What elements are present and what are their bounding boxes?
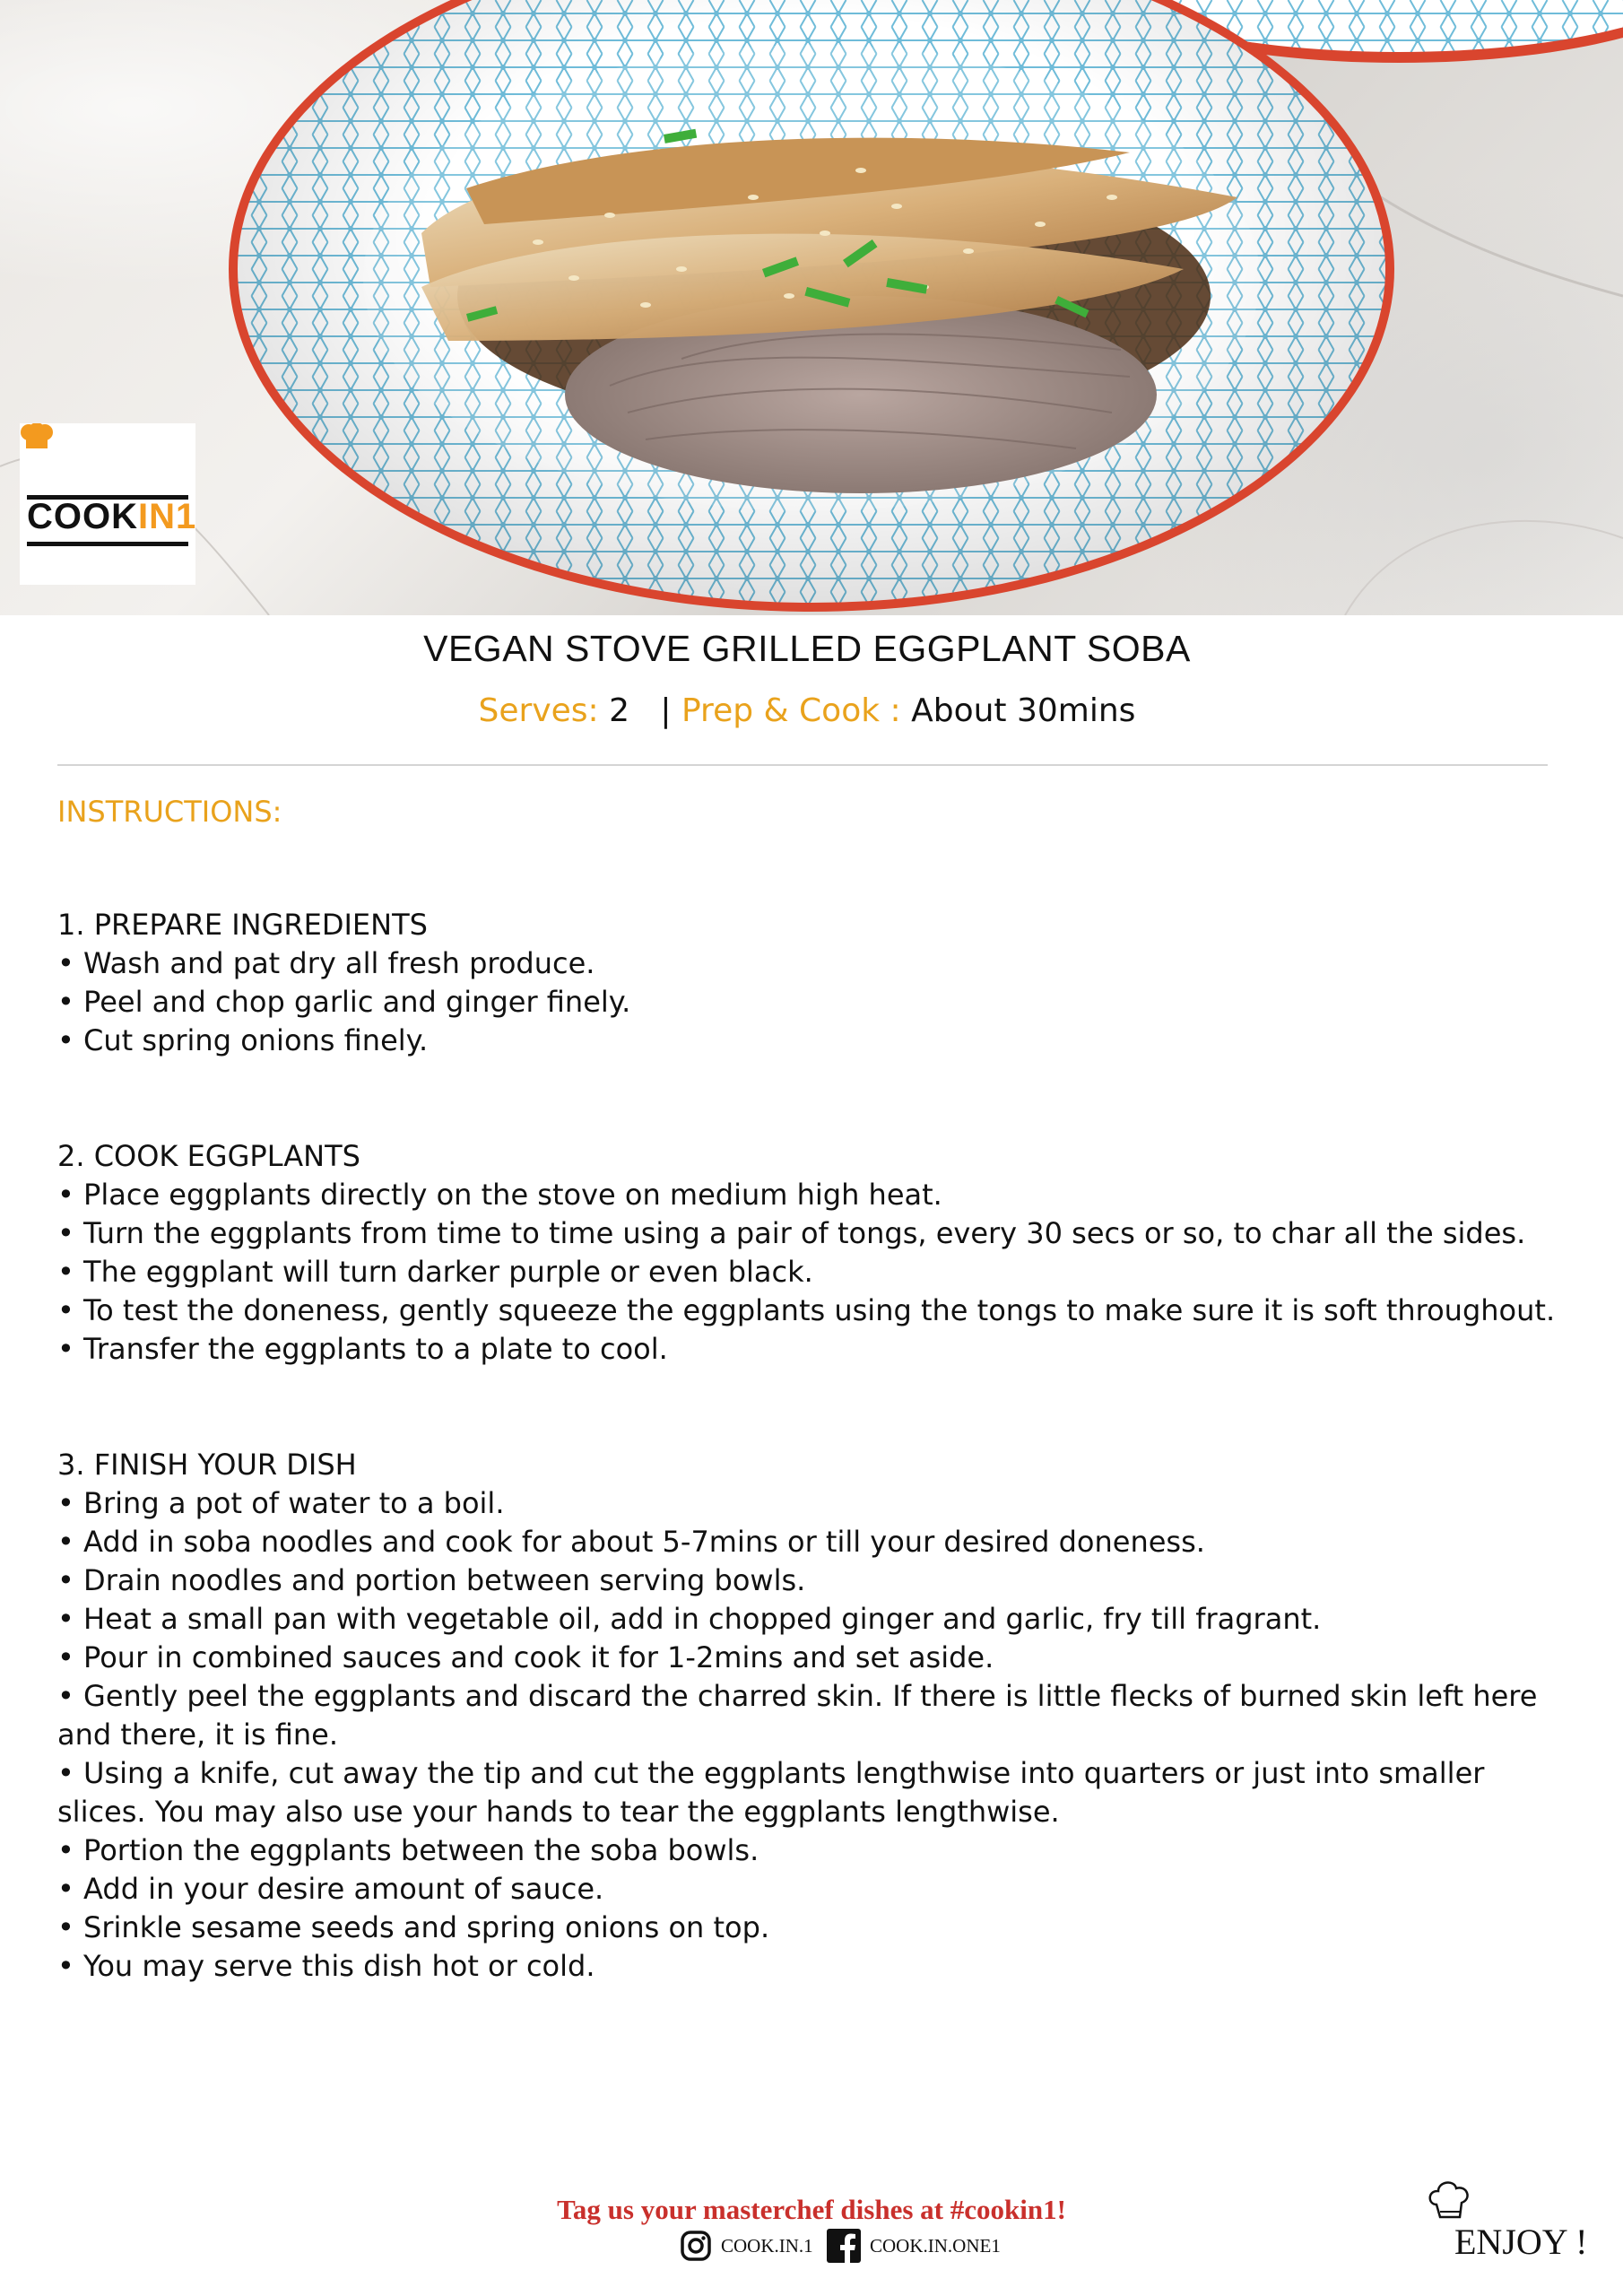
step-bullet: • Add in soba noodles and cook for about 5-7mins or till your desired doneness. [57,1525,1205,1559]
step-bullet: • To test the doneness, gently squeeze the eggplants using the tongs to make sure it is soft throughout. [57,1293,1556,1327]
time-value: About 30mins [911,692,1136,729]
step-bullet: • Transfer the eggplants to a plate to cool. [57,1332,668,1366]
chef-hat-icon [20,423,54,450]
facebook-handle: COOK.IN.ONE1 [870,2234,1001,2257]
step-bullet: • Drain noodles and portion between serving bowls. [57,1563,806,1597]
step-2 [57,1137,1564,1369]
meta-separator: | [660,692,672,729]
footer-tagline: Tag us your masterchef dishes at #cookin1! [557,2194,1066,2225]
step-bullet: • Turn the eggplants from time to time using a pair of tongs, every 30 secs or so, to char all the sides. [57,1216,1526,1250]
step-bullet: • Wash and pat dry all fresh produce. [57,946,595,980]
cookin1-logo [20,423,195,585]
step-title: 3. FINISH YOUR DISH [57,1448,357,1482]
logo-rule-bottom [27,542,188,546]
serves-value: 2 [609,692,630,729]
step-bullet: • Heat a small pan with vegetable oil, add in chopped ginger and garlic, fry till fragrant. [57,1602,1322,1636]
step-bullet: • You may serve this dish hot or cold. [57,1949,595,1983]
step-bullet: • Pour in combined sauces and cook it for 1-2mins and set aside. [57,1640,994,1674]
enjoy-sign-off: ENJOY ! [1454,2222,1588,2262]
step-bullet: • Gently peel the eggplants and discard the charred skin. If there is little flecks of burned skin left here and there, it is fine. [57,1679,1538,1752]
recipe-title: VEGAN STOVE GRILLED EGGPLANT SOBA [423,628,1191,669]
instagram-icon [680,2230,712,2262]
instructions-heading: INSTRUCTIONS: [57,795,282,829]
step-bullet: • Portion the eggplants between the soba bowls. [57,1833,759,1867]
step-title: 1. PREPARE INGREDIENTS [57,908,428,942]
facebook-link[interactable] [827,2228,1001,2264]
recipe-meta [0,692,1614,729]
instagram-link[interactable] [680,2228,813,2264]
step-bullet: • Place eggplants directly on the stove on medium high heat. [57,1178,942,1212]
serves-label: Serves: [478,692,599,729]
instagram-handle: COOK.IN.1 [721,2234,813,2257]
logo-wordmark: COOKIN1 [27,497,197,536]
step-3 [57,1446,1564,1986]
dish-illustration [0,0,1623,615]
time-label: Prep & Cook : [681,692,901,729]
instruction-steps [57,906,1564,2063]
header-divider [57,764,1548,766]
step-bullet: • Peel and chop garlic and ginger finely. [57,985,631,1019]
step-bullet: • Using a knife, cut away the tip and cut the eggplants lengthwise into quarters or just into smaller slices. You may also use your hands to tear the eggplants lengthwise. [57,1756,1485,1829]
step-1 [57,906,1564,1060]
step-bullet: • Srinkle sesame seeds and spring onions on top. [57,1910,770,1944]
step-title: 2. COOK EGGPLANTS [57,1139,360,1173]
hero-photo [0,0,1623,615]
step-bullet: • Cut spring onions finely. [57,1023,429,1057]
step-bullet: • The eggplant will turn darker purple or even black. [57,1255,813,1289]
facebook-icon [827,2229,861,2263]
step-bullet: • Bring a pot of water to a boil. [57,1486,505,1520]
step-bullet: • Add in your desire amount of sauce. [57,1872,604,1906]
